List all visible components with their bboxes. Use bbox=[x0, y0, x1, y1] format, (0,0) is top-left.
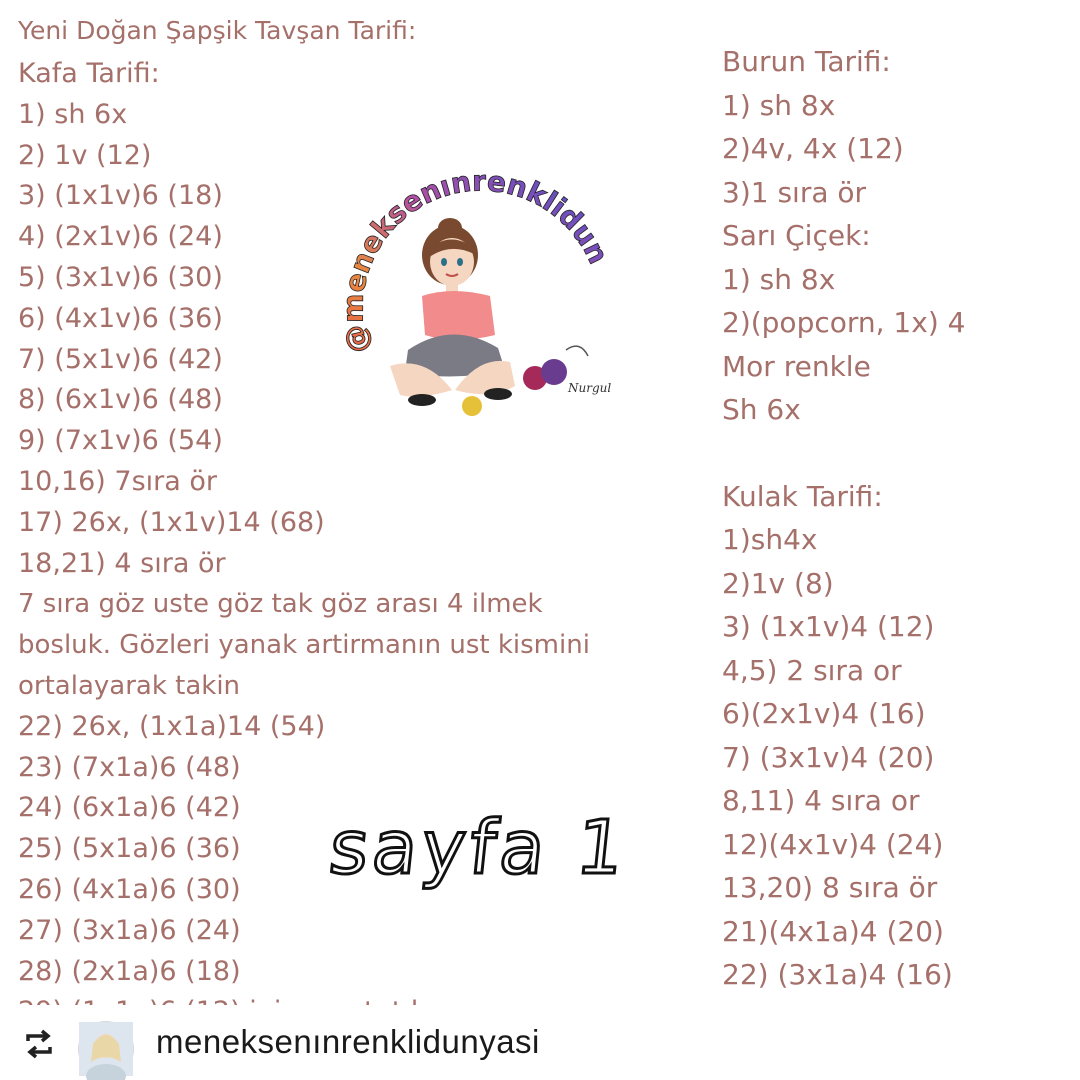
kafa-step: 17) 26x, (1x1v)14 (68) bbox=[18, 506, 325, 538]
kafa-heading: Kafa Tarifi: bbox=[18, 58, 160, 89]
burun-step: 1) sh 8x bbox=[722, 88, 836, 122]
kulak-step: 22) (3x1a)4 (16) bbox=[722, 958, 953, 991]
kafa-step: 9) (7x1v)6 (54) bbox=[18, 425, 223, 457]
logo-signature: Nurgul bbox=[568, 381, 612, 395]
burun-step: 3)1 sıra ör bbox=[722, 175, 867, 209]
avatar[interactable] bbox=[78, 1021, 134, 1077]
kafa-step: 2) 1v (12) bbox=[18, 139, 152, 171]
repost-icon[interactable] bbox=[22, 1027, 56, 1061]
kulak-step: 3) (1x1v)4 (12) bbox=[722, 610, 935, 643]
kafa-step: 6) (4x1v)6 (36) bbox=[18, 302, 223, 334]
brand-logo bbox=[330, 150, 630, 450]
kafa-step: 26) (4x1a)6 (30) bbox=[18, 873, 241, 905]
kafa-step: 5) (3x1v)6 (30) bbox=[18, 261, 223, 293]
kulak-step: 7) (3x1v)4 (20) bbox=[722, 740, 935, 774]
kafa-step: 7) (5x1v)6 (42) bbox=[18, 343, 223, 375]
kafa-step: 3) (1x1v)6 (18) bbox=[18, 180, 223, 212]
kulak-heading: Kulak Tarifi: bbox=[722, 479, 883, 513]
kulak-step: 12)(4x1v)4 (24) bbox=[722, 827, 944, 861]
repost-bar bbox=[0, 1005, 1080, 1080]
girl-knitting-illustration bbox=[330, 150, 630, 450]
kulak-step: 6)(2x1v)4 (16) bbox=[722, 697, 926, 730]
kafa-note: 7 sıra göz uste göz tak göz arası 4 ilmek bosluk. Gözleri yanak artirmanın ust kismini ortalayarak takin bbox=[18, 589, 590, 701]
logo-text: @meneksenınrenklidun bbox=[336, 164, 615, 357]
kafa-step: 22) 26x, (1x1a)14 (54) bbox=[18, 710, 326, 742]
kulak-step: 4,5) 2 sıra or bbox=[722, 653, 902, 687]
cicek-heading: Sarı Çiçek: bbox=[722, 219, 871, 252]
kulak-step: 13,20) 8 sıra ör bbox=[722, 871, 938, 904]
kafa-step: 27) (3x1a)6 (24) bbox=[18, 914, 241, 946]
kafa-step: 4) (2x1v)6 (24) bbox=[18, 221, 223, 253]
kafa-step: 25) (5x1a)6 (36) bbox=[18, 833, 241, 865]
recipe-title: Yeni Doğan Şapşik Tavşan Tarifi: bbox=[18, 16, 417, 45]
kulak-step: 2)1v (8) bbox=[722, 566, 834, 600]
kafa-step: 23) (7x1a)6 (48) bbox=[18, 751, 241, 783]
kulak-step: 8,11) 4 sıra or bbox=[722, 784, 920, 817]
kafa-step: 1) sh 6x bbox=[18, 98, 128, 130]
kulak-step: 1)sh4x bbox=[722, 523, 818, 556]
kafa-step: 8) (6x1v)6 (48) bbox=[18, 384, 223, 416]
kulak-step: 21)(4x1a)4 (20) bbox=[722, 914, 944, 948]
kafa-step: 10,16) 7sıra ör bbox=[18, 465, 218, 497]
right-column bbox=[722, 40, 1062, 1040]
burun-heading: Burun Tarifi: bbox=[722, 45, 891, 78]
username[interactable]: meneksenınrenklidunyasi bbox=[156, 1023, 540, 1060]
cicek-step: Mor renkle bbox=[722, 349, 871, 383]
burun-step: 2)4v, 4x (12) bbox=[722, 132, 904, 165]
kafa-step: 28) (2x1a)6 (18) bbox=[18, 955, 241, 987]
kafa-step: 18,21) 4 sıra ör bbox=[18, 547, 226, 579]
cicek-step: 1) sh 8x bbox=[722, 262, 836, 296]
page-label: sayfa 1 bbox=[325, 805, 633, 891]
spacer bbox=[722, 432, 1062, 475]
cicek-step: 2)(popcorn, 1x) 4 bbox=[722, 306, 966, 339]
cicek-step: Sh 6x bbox=[722, 393, 801, 426]
kafa-step: 24) (6x1a)6 (42) bbox=[18, 792, 241, 824]
